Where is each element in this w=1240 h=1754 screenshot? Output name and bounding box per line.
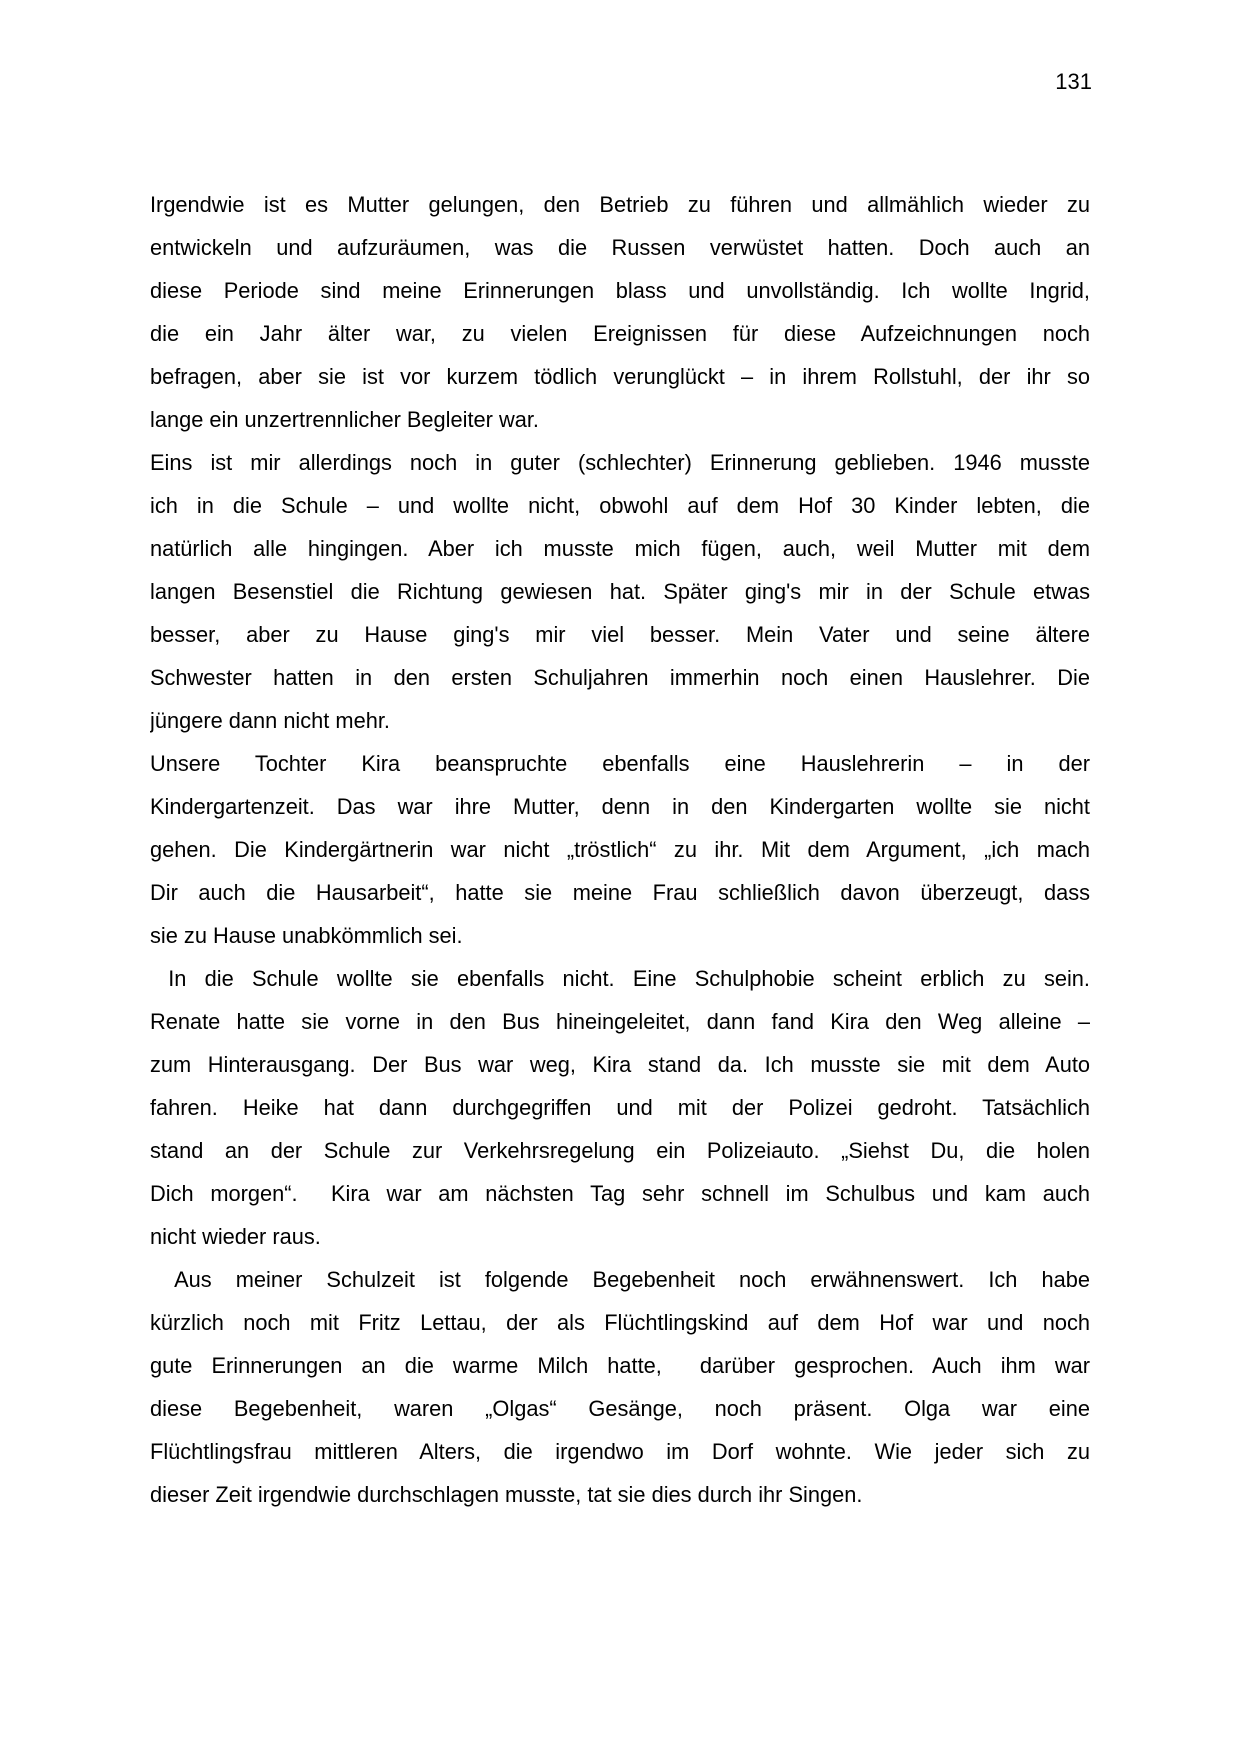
text-line: Kindergartenzeit. Das war ihre Mutter, denn in den Kindergarten wollte sie nicht	[150, 794, 1090, 819]
text-line: Dich morgen“. Kira war am nächsten Tag sehr schnell im Schulbus und kam auch	[150, 1181, 1090, 1206]
text-line: Aus meiner Schulzeit ist folgende Begebenheit noch erwähnenswert. Ich habe	[150, 1267, 1090, 1292]
body-text	[150, 183, 1090, 1516]
paragraph	[150, 183, 1090, 441]
paragraph	[150, 441, 1090, 742]
text-line: entwickeln und aufzuräumen, was die Russen verwüstet hatten. Doch auch an	[150, 235, 1090, 260]
paragraph	[150, 957, 1090, 1258]
text-line: stand an der Schule zur Verkehrsregelung ein Polizeiauto. „Siehst Du, die holen	[150, 1138, 1090, 1163]
text-line: gehen. Die Kindergärtnerin war nicht „tröstlich“ zu ihr. Mit dem Argument, „ich mach	[150, 837, 1090, 862]
text-line: jüngere dann nicht mehr.	[150, 708, 390, 733]
text-line: langen Besenstiel die Richtung gewiesen hat. Später ging's mir in der Schule etwas	[150, 579, 1090, 604]
text-line: ich in die Schule – und wollte nicht, obwohl auf dem Hof 30 Kinder lebten, die	[150, 493, 1090, 518]
text-line: Schwester hatten in den ersten Schuljahren immerhin noch einen Hauslehrer. Die	[150, 665, 1090, 690]
text-line: Renate hatte sie vorne in den Bus hineingeleitet, dann fand Kira den Weg alleine –	[150, 1009, 1090, 1034]
text-line: besser, aber zu Hause ging's mir viel besser. Mein Vater und seine ältere	[150, 622, 1090, 647]
text-line: diese Periode sind meine Erinnerungen blass und unvollständig. Ich wollte Ingrid,	[150, 278, 1090, 303]
text-line: lange ein unzertrennlicher Begleiter war.	[150, 407, 539, 432]
text-line: nicht wieder raus.	[150, 1224, 321, 1249]
text-line: zum Hinterausgang. Der Bus war weg, Kira stand da. Ich musste sie mit dem Auto	[150, 1052, 1090, 1077]
text-line: Irgendwie ist es Mutter gelungen, den Betrieb zu führen und allmählich wieder zu	[150, 192, 1090, 217]
text-line: Eins ist mir allerdings noch in guter (schlechter) Erinnerung geblieben. 1946 musste	[150, 450, 1090, 475]
text-line: die ein Jahr älter war, zu vielen Ereignissen für diese Aufzeichnungen noch	[150, 321, 1090, 346]
text-line: In die Schule wollte sie ebenfalls nicht. Eine Schulphobie scheint erblich zu sein.	[150, 966, 1090, 991]
paragraph	[150, 1258, 1090, 1516]
text-line: sie zu Hause unabkömmlich sei.	[150, 923, 463, 948]
text-line: Flüchtlingsfrau mittleren Alters, die irgendwo im Dorf wohnte. Wie jeder sich zu	[150, 1439, 1090, 1464]
text-line: Dir auch die Hausarbeit“, hatte sie meine Frau schließlich davon überzeugt, dass	[150, 880, 1090, 905]
text-line: Unsere Tochter Kira beanspruchte ebenfalls eine Hauslehrerin – in der	[150, 751, 1090, 776]
text-line: fahren. Heike hat dann durchgegriffen und mit der Polizei gedroht. Tatsächlich	[150, 1095, 1090, 1120]
text-line: gute Erinnerungen an die warme Milch hatte, darüber gesprochen. Auch ihm war	[150, 1353, 1090, 1378]
text-line: natürlich alle hingingen. Aber ich musste mich fügen, auch, weil Mutter mit dem	[150, 536, 1090, 561]
text-line: befragen, aber sie ist vor kurzem tödlich verunglückt – in ihrem Rollstuhl, der ihr so	[150, 364, 1090, 389]
page-number: 131	[1055, 69, 1092, 94]
paragraph	[150, 742, 1090, 957]
text-line: diese Begebenheit, waren „Olgas“ Gesänge, noch präsent. Olga war eine	[150, 1396, 1090, 1421]
text-line: kürzlich noch mit Fritz Lettau, der als Flüchtlingskind auf dem Hof war und noch	[150, 1310, 1090, 1335]
text-line: dieser Zeit irgendwie durchschlagen musste, tat sie dies durch ihr Singen.	[150, 1482, 863, 1507]
